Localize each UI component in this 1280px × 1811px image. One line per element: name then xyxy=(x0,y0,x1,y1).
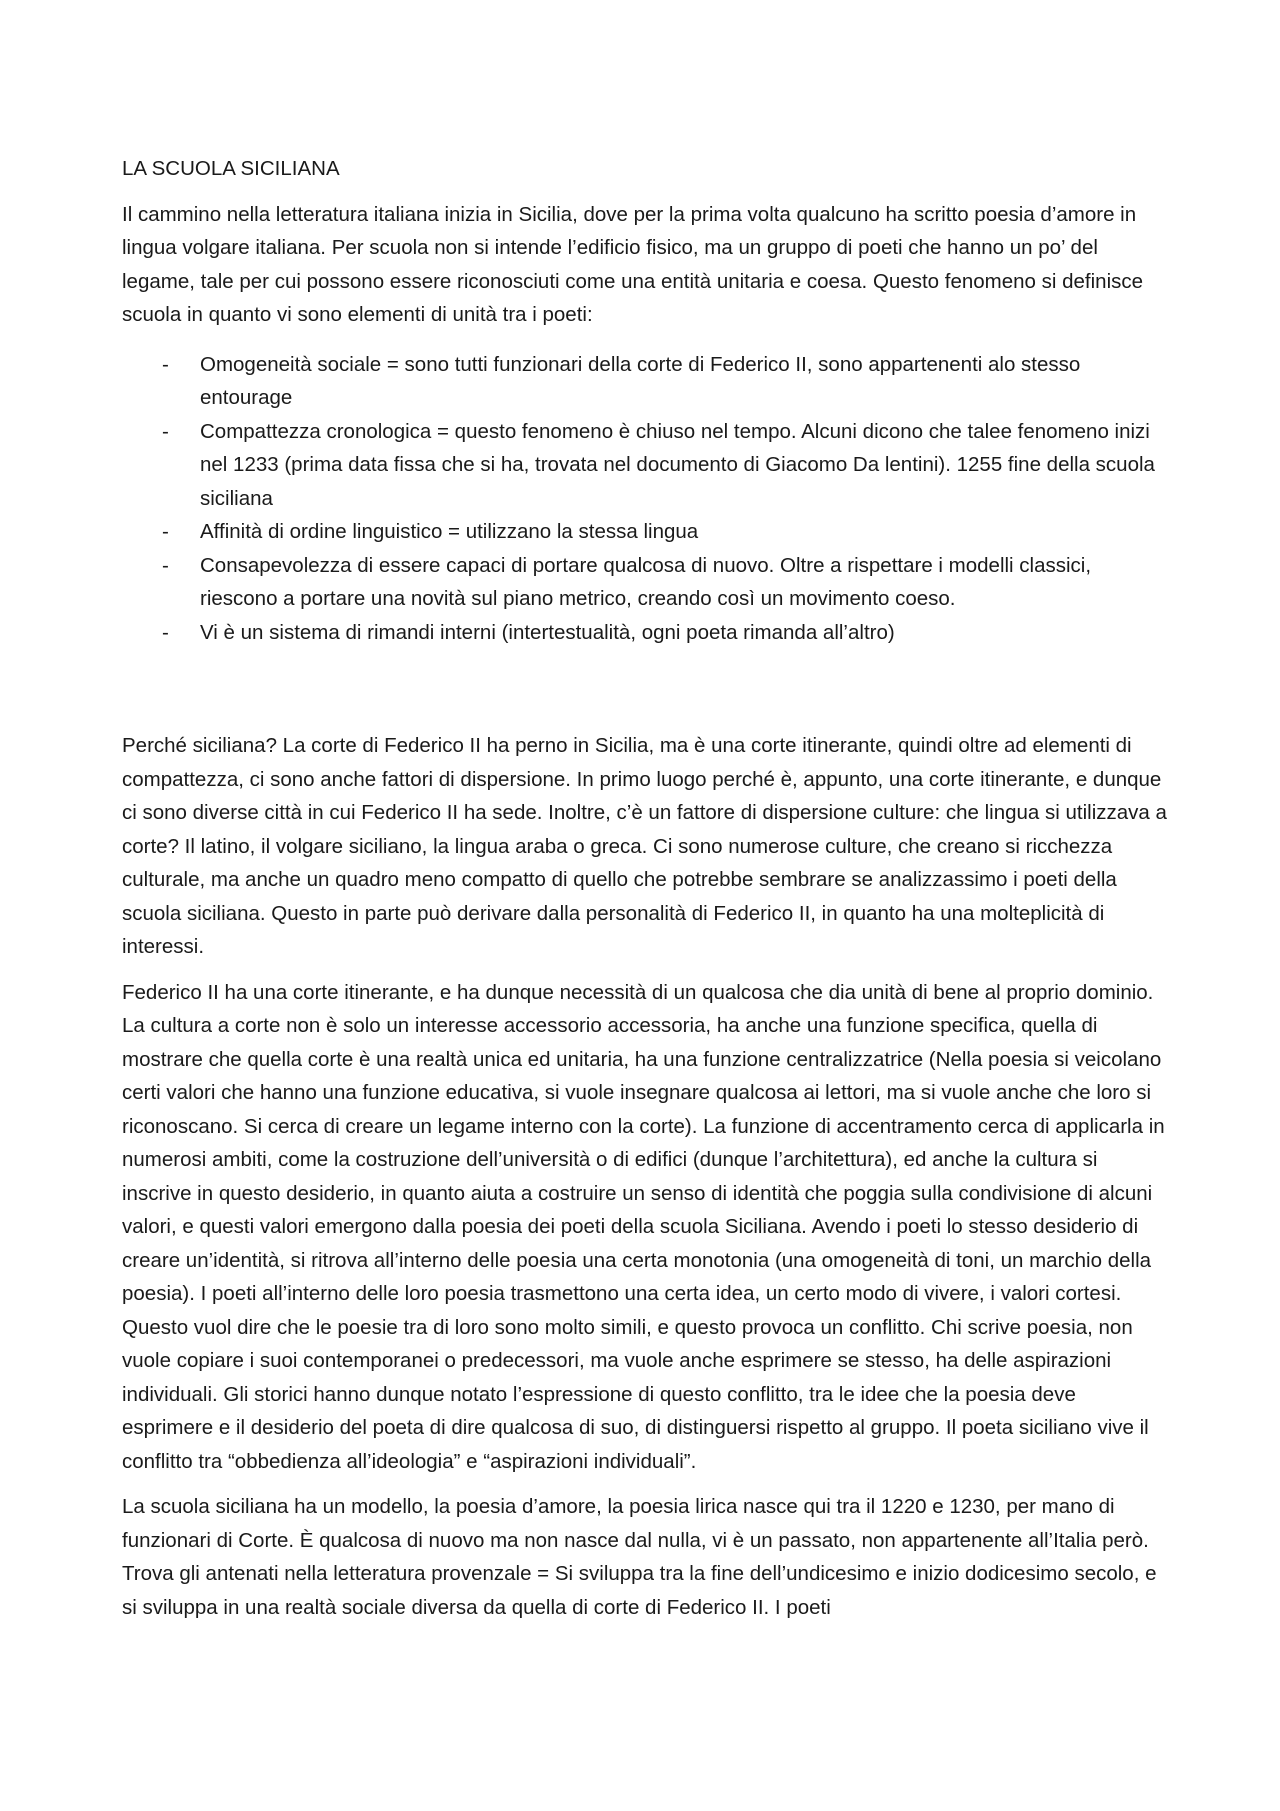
bullet-dash: - xyxy=(162,520,169,543)
document-page xyxy=(122,152,1172,1636)
list-item-text: Affinità di ordine linguistico = utilizzano la stessa lingua xyxy=(200,520,699,543)
bullet-dash: - xyxy=(162,419,169,443)
spacer xyxy=(122,649,1172,729)
body-paragraph: Perché siciliana? La corte di Federico II ha perno in Sicilia, ma è una corte itinerante, quindi oltre ad elementi di compattezza, ci sono anche fattori di dispersione. In primo luogo perché è, appunto, una corte itinerante, e dunque ci sono diverse città in cui Federico II ha sede. Inoltre, c’è un fattore di dispersione culture: che lingua si utilizzava a corte? Il latino, il volgare siciliano, la lingua araba o greca. Ci sono numerose culture, che creano si ricchezza culturale, ma anche un quadro meno compatto di quello che potrebbe sembrare se analizzassimo i poeti della scuola siciliana. Questo in parte può derivare dalla personalità di Federico II, in quanto ha una molteplicità di interessi. xyxy=(122,734,1167,958)
list-item xyxy=(122,515,1172,549)
bullet-dash: - xyxy=(162,553,169,577)
list-item xyxy=(122,616,1172,650)
body-paragraph: Federico II ha una corte itinerante, e ha dunque necessità di un qualcosa che dia unità di bene al proprio dominio. La cultura a corte non è solo un interesse accessorio accessoria, ha anche una funzione specifica, quella di mostrare che quella corte è una realtà unica ed unitaria, ha una funzione centralizzatrice (Nella poesia si veicolano certi valori che hanno una funzione educativa, si vuole insegnare qualcosa ai lettori, ma si vuole anche che loro si riconoscano. Si cerca di creare un legame interno con la corte). La funzione di accentramento cerca di applicarla in numerosi ambiti, come la costruzione dell’università o di edifici (dunque l’architettura), ed anche la cultura si inscrive in questo desiderio, in quanto aiuta a costruire un senso di identità che poggia sulla condivisione di alcuni valori, e questi valori emergono dalla poesia dei poeti della scuola Siciliana. Avendo i poeti lo stesso desiderio di creare un’identità, si ritrova all’interno delle poesia una certa monotonia (una omogeneità di toni, un marchio della poesia). I poeti all’interno delle loro poesia trasmettono una certa idea, un certo modo di vivere, i valori cortesi. Questo vuol dire che le poesie tra di loro sono molto simili, e questo provoca un conflitto. Chi scrive poesia, non vuole copiare i suoi contemporanei o predecessori, ma vuole anche esprimere se stesso, ha delle aspirazioni individuali. Gli storici hanno dunque notato l’espressione di questo conflitto, tra le idee che la poesia deve esprimere e il desiderio del poeta di dire qualcosa di suo, di distinguersi rispetto al gruppo. Il poeta siciliano vive il conflitto tra “obbedienza all’ideologia” e “aspirazioni individuali”. xyxy=(122,980,1165,1473)
bullet-dash: - xyxy=(162,352,169,376)
list-item xyxy=(122,348,1172,415)
bullet-dash: - xyxy=(162,620,169,644)
list-item-text: Consapevolezza di essere capaci di portare qualcosa di nuovo. Oltre a rispettare i modelli classici, riescono a portare una novità sul piano metrico, creando così un movimento coeso. xyxy=(200,553,1092,610)
list-item-text: Vi è un sistema di rimandi interni (intertestualità, ogni poeta rimanda all’altro) xyxy=(200,620,895,644)
intro-paragraph: Il cammino nella letteratura italiana inizia in Sicilia, dove per la prima volta qualcuno ha scritto poesia d’amore in lingua volgare italiana. Per scuola non si intende l’edificio fisico, ma un gruppo di poeti che hanno un po’ del legame, tale per cui possono essere riconosciuti come una entità unitaria e coesa. Questo fenomeno si definisce scuola in quanto vi sono elementi di unità tra i poeti: xyxy=(122,202,1144,326)
list-item xyxy=(122,415,1172,516)
document-title: LA SCUOLA SICILIANA xyxy=(122,157,340,180)
list-item-text: Omogeneità sociale = sono tutti funzionari della corte di Federico II, sono appartenenti alo stesso entourage xyxy=(200,352,1081,409)
body-paragraph: La scuola siciliana ha un modello, la poesia d’amore, la poesia lirica nasce qui tra il 1220 e 1230, per mano di funzionari di Corte. È qualcosa di nuovo ma non nasce dal nulla, vi è un passato, non appartenente all’Italia però. Trova gli antenati nella letteratura provenzale = Si sviluppa tra la fine dell’undicesimo e inizio dodicesimo secolo, e si sviluppa in una realtà sociale diversa da quella di corte di Federico II. I poeti xyxy=(122,1495,1157,1619)
list-item-text: Compattezza cronologica = questo fenomeno è chiuso nel tempo. Alcuni dicono che talee fenomeno inizi nel 1233 (prima data fissa che si ha, trovata nel documento di Giacomo Da lentini). 1255 fine della scuola siciliana xyxy=(200,419,1155,510)
characteristics-list xyxy=(122,348,1172,650)
list-item xyxy=(122,549,1172,616)
